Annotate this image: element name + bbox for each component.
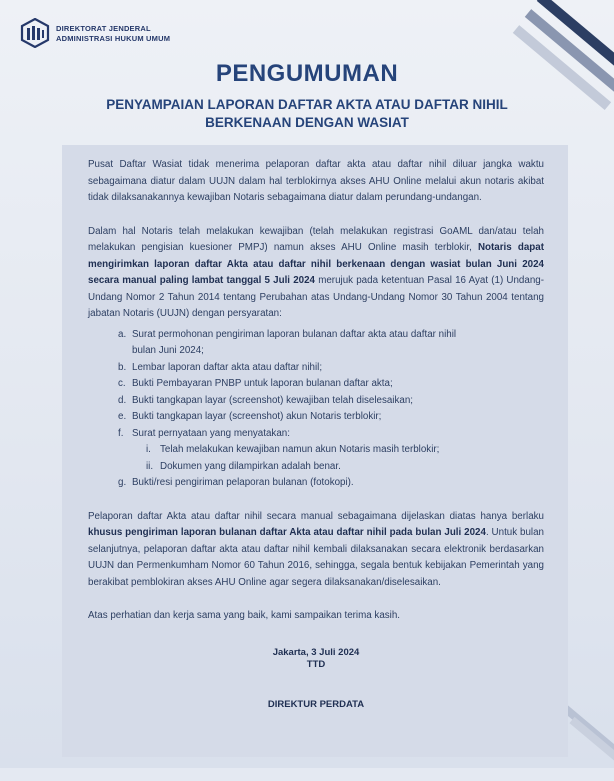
signature-ttd: TTD: [306, 658, 326, 670]
announcement-body: [88, 157, 544, 711]
list-item-text: Bukti tangkapan layar (screenshot) akun Notaris terblokir;: [132, 411, 382, 422]
list-item-text-continued: bulan Juni 2024;: [132, 345, 204, 356]
paragraph-closing: Atas perhatian dan kerja sama yang baik, kami sampaikan terima kasih.: [88, 610, 401, 621]
announcement-card: [62, 145, 568, 757]
list-item-text: Bukti/resi pengiriman pelaporan bulanan (fotokopi).: [132, 477, 354, 488]
list-item: [118, 376, 544, 393]
signature-place-date: Jakarta, 3 Juli 2024: [272, 646, 360, 658]
list-item: [118, 475, 544, 492]
paragraph-2-text-b: merujuk pada ketentuan Pasal 16 Ayat (1) Undang-Undang Nomor 2 Tahun 2014 tentang Perubahan atas Undang-Undang Nomor 30 Tahun 2004 tentang jabatan Notaris (UUJN) dengan persyaratan:: [88, 275, 544, 319]
list-marker: f.: [118, 427, 124, 439]
paragraph-2: [88, 224, 544, 323]
announcement-subtitle: [40, 96, 574, 132]
announcement-title: PENGUMUMAN: [215, 60, 399, 87]
paragraph-2-text-a: Dalam hal Notaris telah melakukan kewajiban (telah melakukan registrasi GoAML dan/atau telah melakukan pengisian kuesioner PMPJ) namun akses AHU Online masih terblokir,: [88, 225, 544, 253]
sublist-item-text: Dokumen yang dilampirkan adalah benar.: [160, 460, 341, 472]
list-marker: g.: [118, 477, 127, 488]
subtitle-line-2: BERKENAAN DENGAN WASIAT: [205, 115, 409, 130]
list-marker: d.: [118, 394, 127, 406]
list-item: [118, 426, 544, 476]
list-item-text: Surat pernyataan yang menyatakan:: [132, 427, 290, 439]
statement-sublist: [132, 442, 544, 475]
list-item-text: Bukti Pembayaran PNBP untuk laporan bulanan daftar akta;: [132, 378, 393, 389]
signature-position: DIREKTUR PERDATA: [267, 698, 365, 710]
org-line-2: ADMINISTRASI HUKUM UMUM: [56, 34, 171, 43]
organization-name: [56, 24, 170, 44]
list-item-text: Surat permohonan pengiriman laporan bulanan daftar akta atau daftar nihil: [132, 328, 457, 340]
paragraph-3-text-a: Pelaporan daftar Akta atau daftar nihil secara manual sebagaimana dijelaskan diatas hanya berlaku: [88, 510, 544, 522]
list-item-text: Lembar laporan daftar akta atau daftar nihil;: [132, 361, 323, 373]
paragraph-3: [88, 509, 544, 592]
list-item: [118, 360, 544, 377]
list-marker: a.: [118, 328, 127, 340]
paragraph-3-bold: khusus pengiriman laporan bulanan daftar Akta atau daftar nihil pada bulan Juli 2024: [88, 527, 486, 538]
list-marker: e.: [118, 411, 127, 422]
list-item: [118, 393, 544, 410]
sublist-marker: i.: [146, 444, 151, 455]
list-marker: c.: [118, 378, 126, 389]
sublist-item: [146, 442, 544, 459]
ahu-logo-icon: [20, 18, 50, 48]
org-line-1: DIREKTORAT JENDERAL: [56, 24, 151, 33]
requirements-list: [88, 327, 544, 492]
list-item: [118, 327, 544, 360]
paragraph-1: Pusat Daftar Wasiat tidak menerima pelaporan daftar akta atau daftar nihil diluar jangka waktu sebagaimana diatur dalam UUJN dalam hal terblokirnya akses AHU Online melalui akun notaris akibat tidak dilaksanakannya kewajiban Notaris sebagaimana diatur dalam perundang-undangan.: [88, 159, 544, 203]
subtitle-line-1: PENYAMPAIAN LAPORAN DAFTAR AKTA ATAU DAFTAR NIHIL: [106, 97, 508, 112]
paragraph-2-bold: Notaris dapat mengirimkan laporan daftar Akta atau daftar nihil berkenaan dengan wasiat bulan Juni 2024 secara manual paling lambat tanggal 5 Juli 2024: [88, 242, 544, 286]
paragraph-3-text-b: . Untuk bulan selanjutnya, pelaporan daftar akta atau daftar nihil kembali dilaksanakan secara elektronik berdasarkan UUJN dan Permenkumham Nomor 60 Tahun 2016, sehingga, segala bentuk kebijakan Pemerintah yang berakibat pemblokiran akses AHU Online agar segera dilaksanakan/diselesaikan.: [88, 527, 544, 588]
sublist-item-text: Telah melakukan kewajiban namun akun Notaris masih terblokir;: [160, 444, 440, 455]
list-marker: b.: [118, 361, 127, 373]
list-item-text: Bukti tangkapan layar (screenshot) kewajiban telah diselesaikan;: [132, 394, 414, 406]
sublist-item: [146, 459, 544, 476]
sublist-marker: ii.: [146, 460, 154, 472]
list-item: [118, 409, 544, 426]
